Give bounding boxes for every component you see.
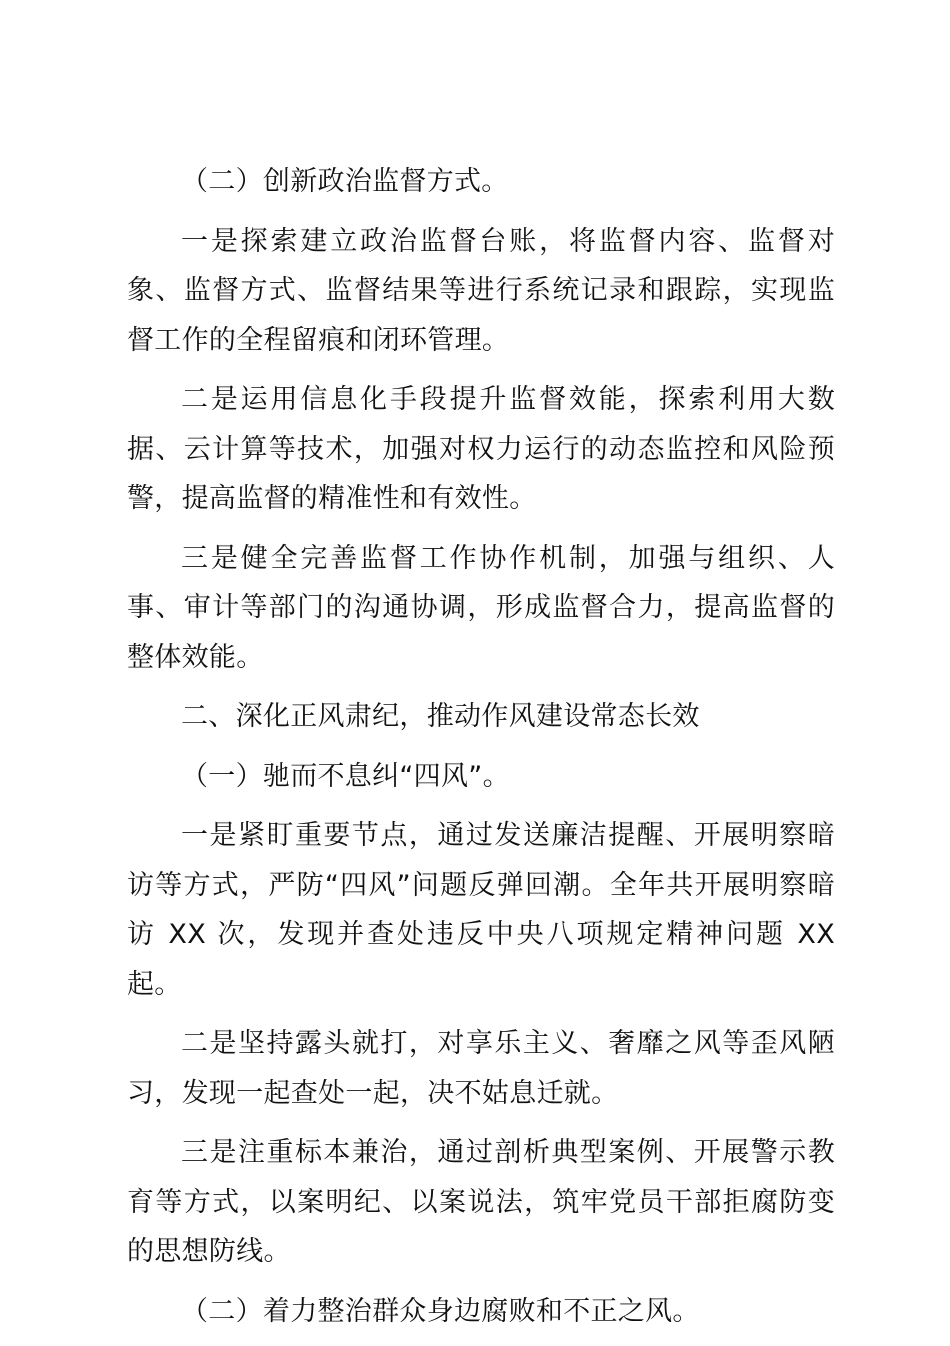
section-heading-four-winds: （一）驰而不息纠“四风”。 [181,760,510,792]
document-body [127,157,835,1346]
paragraph-ledger: 一是探索建立政治监督台账，将监督内容、监督对象、监督方式、监督结果等进行系统记录和跟踪，实现监督工作的全程留痕和闭环管理。 [127,225,835,356]
paragraph-strike-early: 二是坚持露头就打，对享乐主义、奢靡之风等歪风陋习，发现一起查处一起，决不姑息迁就。 [127,1028,835,1109]
paragraph-coordination: 三是健全完善监督工作协作机制，加强与组织、人事、审计等部门的沟通协调，形成监督合力，提高监督的整体效能。 [127,542,835,673]
paragraph-root-causes: 三是注重标本兼治，通过剖析典型案例、开展警示教育等方式，以案明纪、以案说法，筑牢党员干部拒腐防变的思想防线。 [127,1137,835,1267]
chapter-heading-rectify-conduct: 二、深化正风肃纪，推动作风建设常态长效 [181,701,700,732]
section-heading-innovate-supervision: （二）创新政治监督方式。 [181,166,509,197]
paragraph-key-dates: 一是紧盯重要节点，通过发送廉洁提醒、开展明察暗访等方式，严防“四风”问题反弹回潮。全年共开展明察暗访 XX 次，发现并查处违反中央八项规定精神问题 XX 起。 [127,820,835,1000]
paragraph-informatization: 二是运用信息化手段提升监督效能，探索利用大数据、云计算等技术，加强对权力运行的动态监控和风险预警，提高监督的精准性和有效性。 [127,384,835,514]
section-heading-grassroots-corruption: （二）着力整治群众身边腐败和不正之风。 [181,1295,700,1327]
